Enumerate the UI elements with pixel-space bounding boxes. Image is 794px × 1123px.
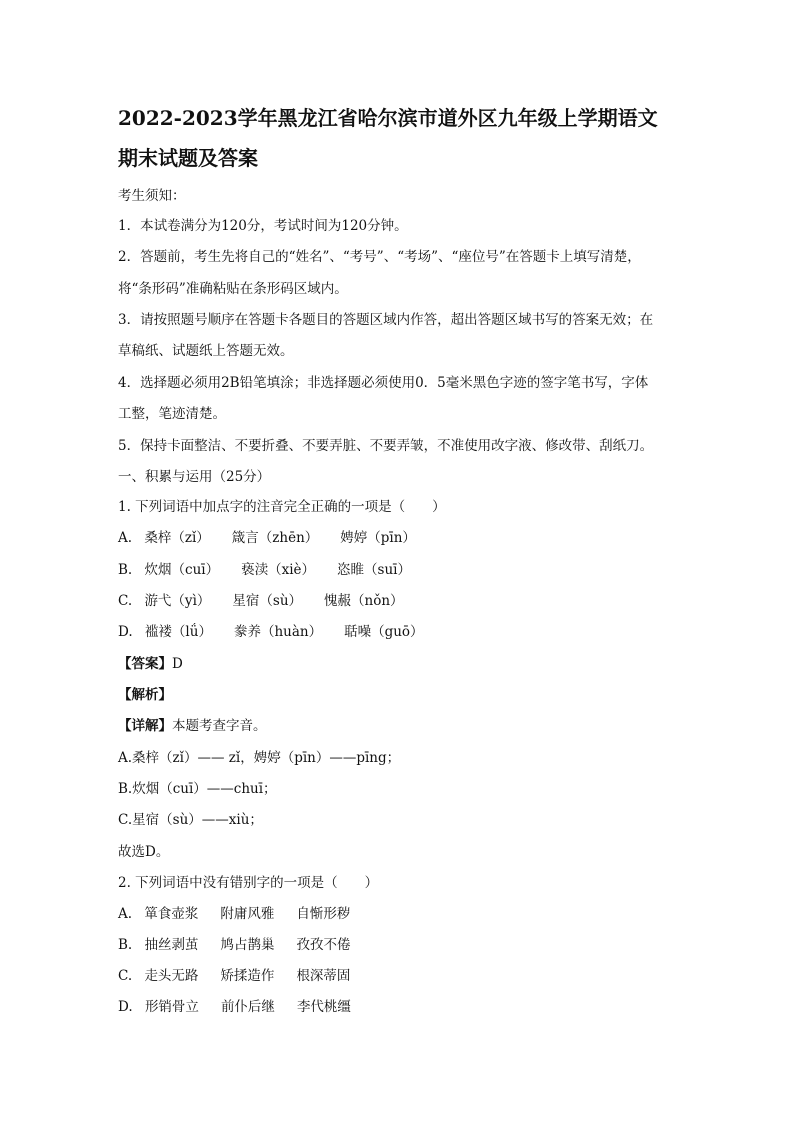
- option-word: 游弋（yì）: [144, 593, 211, 609]
- question-1-option-b: [118, 560, 688, 580]
- notice-item: 工整，笔迹清楚。: [118, 406, 226, 422]
- question-1-stem: 1. 下列词语中加点字的注音完全正确的一项是（ ）: [118, 499, 446, 515]
- analysis-tag: [118, 685, 688, 705]
- question-1-option-a: [118, 528, 688, 548]
- option-label: A.: [118, 530, 133, 546]
- conclusion-line: 故选D。: [118, 844, 170, 860]
- option-word: 抽丝剥茧: [144, 937, 199, 953]
- explanation-line: C.星宿（sù）——xiù；: [118, 812, 263, 828]
- option-word: 附庸风雅: [220, 906, 275, 922]
- option-label: B.: [118, 937, 133, 953]
- document-title-line-1: 2022-2023学年黑龙江省哈尔滨市道外区九年级上学期语文: [118, 106, 658, 130]
- answer-value: D: [172, 656, 183, 672]
- explanation-line: B.炊烟（cuī）——chuī；: [118, 781, 277, 797]
- detail-text: 本题考查字音。: [172, 718, 267, 734]
- question-2-option-b: [118, 935, 688, 955]
- option-word: 星宿（sù）: [232, 593, 303, 609]
- option-word: 自惭形秽: [296, 906, 351, 922]
- detail-line: [118, 716, 688, 736]
- detail-tag: 【详解】: [118, 718, 172, 734]
- question-1-option-c: [118, 591, 688, 611]
- question-2-option-d: [118, 997, 688, 1017]
- option-word: 桑梓（zǐ）: [144, 530, 210, 546]
- option-word: 走头无路: [144, 968, 199, 984]
- notice-heading: 考生须知：: [118, 188, 186, 204]
- question-2-option-c: [118, 966, 688, 986]
- option-word: 前仆后继: [220, 999, 275, 1015]
- option-word: 恣睢（suī）: [337, 562, 411, 578]
- option-word: 箴言（zhēn）: [231, 530, 319, 546]
- notice-item: 4．选择题必须用2B铅笔填涂；非选择题必须使用0．5毫米黑色字迹的签字笔书写，字体: [118, 375, 649, 391]
- option-word: 豢养（huàn）: [233, 624, 323, 640]
- option-word: 矫揉造作: [220, 968, 275, 984]
- option-label: C.: [118, 593, 133, 609]
- option-label: C.: [118, 968, 133, 984]
- option-word: 炊烟（cuī）: [144, 562, 220, 578]
- option-word: 鸠占鹊巢: [220, 937, 275, 953]
- explanation-line: A.桑梓（zǐ）—— zǐ，娉婷（pīn）——pīng；: [118, 750, 401, 766]
- notice-item: 将“条形码”准确粘贴在条形码区域内。: [118, 281, 348, 297]
- option-label: D.: [118, 999, 133, 1015]
- option-word: 箪食壶浆: [144, 906, 199, 922]
- notice-item: 2．答题前，考生先将自己的“姓名”、“考号”、“考场”、“座位号”在答题卡上填写清楚，: [118, 249, 641, 265]
- option-word: 娉婷（pīn）: [340, 530, 416, 546]
- section-heading: 一、积累与运用（25分）: [118, 469, 271, 485]
- notice-item: 3．请按照题号顺序在答题卡各题目的答题区域内作答，超出答题区域书写的答案无效；在: [118, 312, 654, 328]
- analysis-tag-text: 【解析】: [118, 687, 172, 703]
- option-label: A.: [118, 906, 133, 922]
- notice-item: 1．本试卷满分为120分，考试时间为120分钟。: [118, 218, 408, 234]
- question-2-stem: 2. 下列词语中没有错别字的一项是（ ）: [118, 875, 379, 891]
- option-word: 李代桃缰: [296, 999, 351, 1015]
- notice-item: 5．保持卡面整洁、不要折叠、不要弄脏、不要弄皱，不准使用改字液、修改带、刮纸刀。: [118, 438, 654, 454]
- option-word: 聒噪（guō）: [344, 624, 424, 640]
- option-word: 根深蒂固: [296, 968, 351, 984]
- notice-item: 草稿纸、试题纸上答题无效。: [118, 343, 294, 359]
- option-word: 亵渎（xiè）: [241, 562, 316, 578]
- answer-tag: 【答案】: [118, 656, 172, 672]
- option-label: B.: [118, 562, 133, 578]
- document-title-line-2: 期末试题及答案: [118, 146, 258, 170]
- question-2-option-a: [118, 904, 688, 924]
- option-label: D.: [118, 624, 133, 640]
- option-word: 形销骨立: [144, 999, 199, 1015]
- option-word: 愧赧（nǒn）: [324, 593, 404, 609]
- answer-line: [118, 654, 688, 674]
- question-1-option-d: [118, 622, 688, 642]
- option-word: 褴褛（lǘ）: [144, 624, 212, 640]
- option-word: 孜孜不倦: [296, 937, 351, 953]
